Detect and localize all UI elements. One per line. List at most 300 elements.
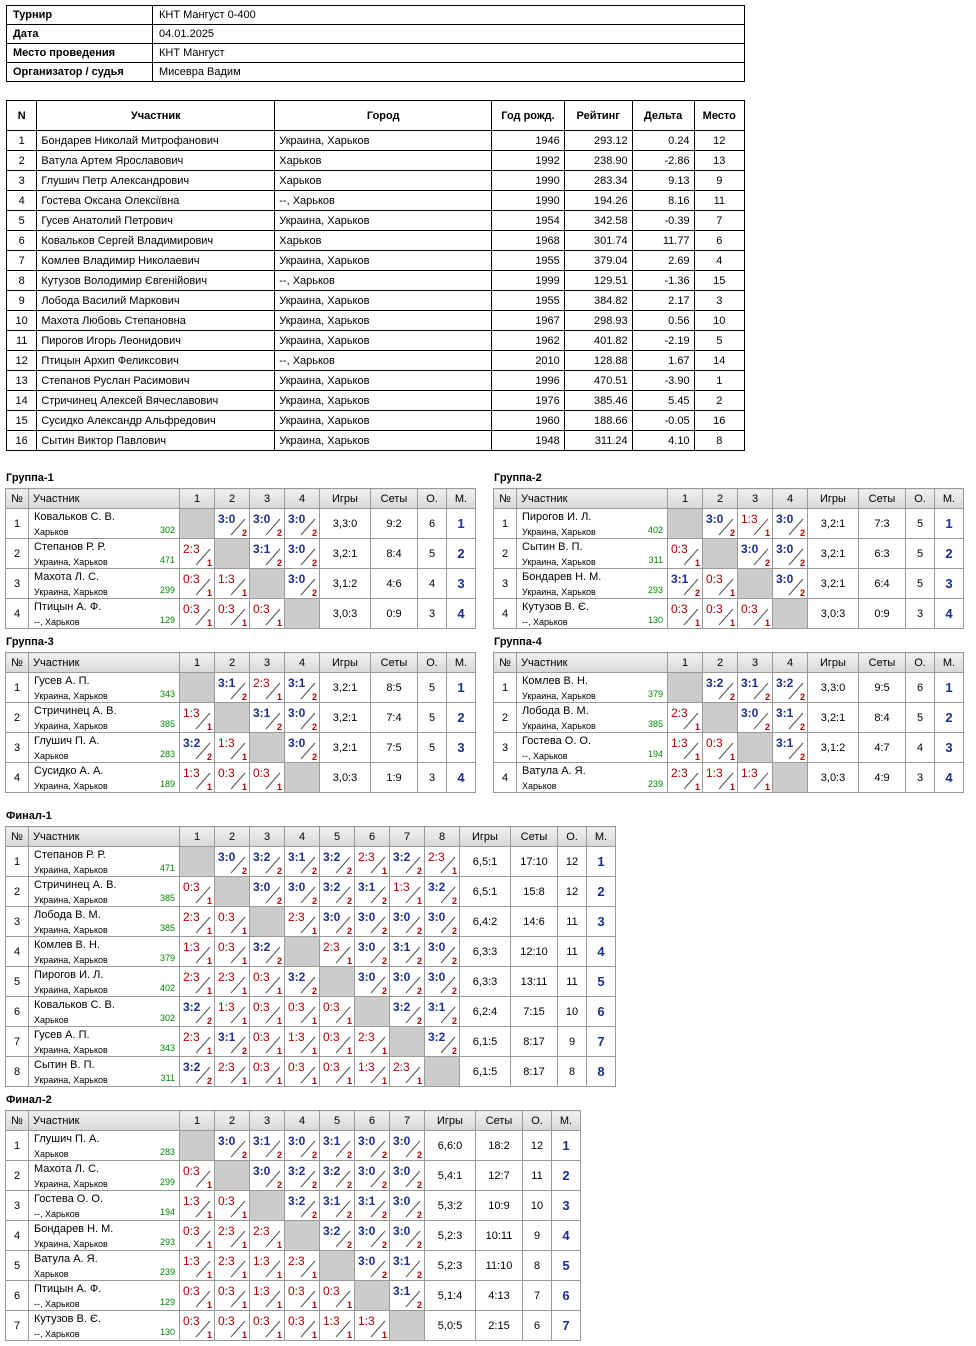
match-points: 2 [346, 1210, 352, 1220]
diagonal-cell [215, 1161, 250, 1191]
player-number: 4 [6, 1221, 29, 1251]
table-cell: Птицын Архип Феликсович [37, 351, 275, 371]
table-cell: Украина, Харьков [275, 131, 492, 151]
player-number: 2 [494, 539, 517, 569]
table-row [7, 171, 745, 191]
table-cell: 128.88 [564, 351, 632, 371]
match-points: 2 [276, 866, 282, 876]
diagonal-cell [215, 703, 250, 733]
match-score: 3:1 [671, 572, 689, 586]
match-result-cell [668, 763, 703, 793]
match-score: 0:3 [323, 1060, 340, 1074]
table-cell: Пирогов Игорь Леонидович [37, 331, 275, 351]
table-row [7, 251, 745, 271]
match-points: 2 [311, 986, 317, 996]
match-result-cell [668, 569, 703, 599]
player-number: 4 [6, 599, 29, 629]
match-points: 2 [241, 1150, 247, 1160]
slash-mark [334, 1167, 356, 1189]
player-rating: 302 [159, 1013, 175, 1023]
player-rating: 385 [647, 719, 663, 729]
table-row [494, 673, 964, 703]
column-header: Участник [29, 1111, 180, 1131]
match-score: 1:3 [741, 512, 758, 526]
match-points: 2 [241, 866, 247, 876]
column-header: Сеты [511, 827, 558, 847]
place-value: 4 [935, 763, 964, 793]
games-value: 3,2:1 [320, 703, 371, 733]
slash-mark [194, 739, 216, 761]
slash-mark [299, 545, 321, 567]
points-value: 11 [558, 907, 587, 937]
slash-mark [439, 1003, 461, 1025]
table-cell: 301.74 [564, 231, 632, 251]
match-result-cell [285, 997, 320, 1027]
diagonal-cell [320, 1251, 355, 1281]
points-value: 11 [523, 1161, 552, 1191]
match-points: 2 [206, 1016, 212, 1026]
table-cell: 1968 [492, 231, 565, 251]
points-value: 5 [906, 539, 935, 569]
table-row [6, 1191, 581, 1221]
player-rating: 129 [159, 1297, 175, 1307]
match-points: 2 [451, 926, 457, 936]
place-value: 3 [935, 569, 964, 599]
slash-mark [369, 1317, 391, 1339]
slash-mark [299, 1287, 321, 1309]
column-header: 2 [215, 827, 250, 847]
games-value: 3,2:1 [320, 733, 371, 763]
match-points: 1 [381, 866, 387, 876]
match-result-cell [180, 1221, 215, 1251]
slash-mark [299, 1033, 321, 1055]
place-value: 4 [587, 937, 616, 967]
player-cell [29, 1281, 180, 1311]
match-result-cell [320, 1311, 355, 1341]
match-score: 0:3 [288, 1060, 305, 1074]
player-cell [29, 1191, 180, 1221]
table-row [7, 271, 745, 291]
match-points: 2 [381, 1210, 387, 1220]
info-row [7, 44, 745, 63]
match-score: 3:2 [323, 850, 341, 864]
table-cell: Махота Любовь Степановна [37, 311, 275, 331]
table-row [7, 151, 745, 171]
match-result-cell [180, 907, 215, 937]
match-points: 1 [206, 1270, 212, 1280]
match-points: 1 [451, 866, 457, 876]
slash-mark [264, 1003, 286, 1025]
place-value: 1 [552, 1131, 581, 1161]
slash-mark [439, 883, 461, 905]
match-points: 2 [311, 896, 317, 906]
games-value: 3,2:1 [320, 673, 371, 703]
match-points: 2 [729, 692, 735, 702]
match-points: 2 [311, 1150, 317, 1160]
slash-mark [264, 853, 286, 875]
player-name: Гусев А. П. [34, 1029, 90, 1041]
match-score: 0:3 [183, 1224, 200, 1238]
column-header: № [6, 489, 29, 509]
player-name: Глушич П. А. [34, 1133, 100, 1145]
match-points: 2 [346, 1240, 352, 1250]
player-city: Украина, Харьков [34, 1179, 108, 1189]
slash-mark [752, 769, 774, 791]
match-score: 2:3 [288, 1254, 305, 1268]
match-points: 1 [241, 926, 247, 936]
slash-mark [194, 1033, 216, 1055]
player-cell [29, 703, 180, 733]
match-points: 2 [311, 558, 317, 568]
player-city: --, Харьков [522, 751, 568, 761]
match-points: 1 [276, 782, 282, 792]
match-result-cell [250, 997, 285, 1027]
match-points: 1 [729, 588, 735, 598]
table-cell: 4.10 [632, 431, 694, 451]
player-rating: 311 [648, 555, 663, 565]
sets-value: 8:5 [371, 673, 418, 703]
player-name: Кутузов В. Є. [522, 601, 589, 613]
player-cell [517, 733, 668, 763]
slash-mark [264, 1227, 286, 1249]
match-points: 1 [311, 1016, 317, 1026]
match-points: 2 [799, 558, 805, 568]
match-points: 1 [206, 722, 212, 732]
table-cell: 11 [7, 331, 37, 351]
table-cell: 1955 [492, 291, 565, 311]
player-city: Украина, Харьков [34, 865, 108, 875]
match-result-cell [390, 1057, 425, 1087]
player-cell [517, 509, 668, 539]
match-points: 1 [694, 558, 700, 568]
table-cell: 8.16 [632, 191, 694, 211]
games-value: 5,4:1 [425, 1161, 476, 1191]
slash-mark [717, 739, 739, 761]
match-points: 1 [416, 896, 422, 906]
match-score: 2:3 [218, 1060, 235, 1074]
player-name: Кутузов В. Є. [34, 1313, 101, 1325]
match-result-cell [285, 847, 320, 877]
slash-mark [229, 515, 251, 537]
match-result-cell [215, 1131, 250, 1161]
slash-mark [194, 545, 216, 567]
player-cell [29, 1161, 180, 1191]
match-score: 3:1 [253, 542, 271, 556]
player-cell [29, 997, 180, 1027]
match-score: 3:0 [288, 736, 306, 750]
column-header: Участник [517, 653, 668, 673]
match-result-cell [285, 539, 320, 569]
match-score: 3:0 [323, 910, 341, 924]
player-name: Ватула А. Я. [34, 1253, 98, 1265]
player-number: 3 [6, 907, 29, 937]
table-row [7, 211, 745, 231]
match-score: 3:0 [358, 1134, 376, 1148]
player-name: Стричинец А. В. [34, 705, 117, 717]
player-number: 7 [6, 1027, 29, 1057]
player-number: 3 [6, 569, 29, 599]
table-cell: 2010 [492, 351, 565, 371]
player-name: Гостева О. О. [522, 735, 592, 747]
player-number: 3 [494, 569, 517, 599]
table-cell: Кутузов Володимир Євгенійович [37, 271, 275, 291]
table-cell: 6 [7, 231, 37, 251]
slash-mark [439, 913, 461, 935]
slash-mark [369, 1227, 391, 1249]
diagonal-cell [703, 539, 738, 569]
points-value: 6 [418, 509, 447, 539]
match-points: 2 [764, 558, 770, 568]
group-table [493, 488, 964, 629]
diagonal-cell [285, 763, 320, 793]
match-points: 2 [416, 1210, 422, 1220]
slash-mark [264, 1257, 286, 1279]
match-score: 0:3 [218, 1314, 235, 1328]
column-header: О. [418, 489, 447, 509]
player-city: Украина, Харьков [34, 925, 108, 935]
match-points: 2 [276, 1150, 282, 1160]
match-result-cell [285, 569, 320, 599]
column-header: 2 [215, 653, 250, 673]
slash-mark [299, 1197, 321, 1219]
match-points: 1 [276, 1016, 282, 1026]
table-row [7, 191, 745, 211]
match-score: 2:3 [218, 1224, 235, 1238]
match-points: 2 [381, 1150, 387, 1160]
slash-mark [369, 853, 391, 875]
match-result-cell [738, 763, 773, 793]
match-score: 3:1 [741, 676, 759, 690]
player-cell [29, 733, 180, 763]
player-rating: 379 [647, 689, 663, 699]
table-row [7, 371, 745, 391]
slash-mark [752, 679, 774, 701]
match-points: 1 [764, 618, 770, 628]
table-row [6, 673, 476, 703]
info-row [7, 63, 745, 82]
slash-mark [229, 1197, 251, 1219]
sets-value: 4:6 [371, 569, 418, 599]
match-score: 0:3 [218, 766, 235, 780]
match-score: 0:3 [183, 1284, 200, 1298]
sets-value: 10:11 [476, 1221, 523, 1251]
match-points: 1 [206, 558, 212, 568]
slash-mark [194, 709, 216, 731]
match-points: 2 [799, 588, 805, 598]
match-points: 1 [276, 1270, 282, 1280]
slash-mark [264, 769, 286, 791]
player-name: Ковальков С. В. [34, 511, 115, 523]
games-value: 5,1:4 [425, 1281, 476, 1311]
match-result-cell [703, 509, 738, 539]
slash-mark [752, 605, 774, 627]
slash-mark [752, 709, 774, 731]
match-score: 1:3 [706, 766, 723, 780]
slash-mark [229, 1227, 251, 1249]
place-value: 3 [552, 1191, 581, 1221]
match-points: 1 [694, 752, 700, 762]
match-points: 2 [381, 986, 387, 996]
match-score: 2:3 [183, 970, 200, 984]
match-points: 1 [276, 1076, 282, 1086]
place-value: 2 [587, 877, 616, 907]
match-score: 3:0 [358, 940, 376, 954]
match-score: 3:1 [323, 1194, 341, 1208]
info-value: 04.01.2025 [153, 25, 745, 44]
slash-mark [682, 709, 704, 731]
match-result-cell [250, 763, 285, 793]
column-header: М. [552, 1111, 581, 1131]
match-score: 3:0 [288, 706, 306, 720]
match-points: 1 [241, 1210, 247, 1220]
table-cell: 6 [694, 231, 744, 251]
table-cell: Глушич Петр Александрович [37, 171, 275, 191]
match-score: 2:3 [218, 970, 235, 984]
match-score: 3:1 [393, 1284, 411, 1298]
player-name: Гостева О. О. [34, 1193, 104, 1205]
match-result-cell [215, 1057, 250, 1087]
match-points: 1 [276, 692, 282, 702]
match-result-cell [180, 763, 215, 793]
table-cell: Стричинец Алексей Вячеславович [37, 391, 275, 411]
match-score: 1:3 [218, 736, 235, 750]
place-value: 4 [447, 599, 476, 629]
match-points: 2 [416, 1180, 422, 1190]
table-cell: -0.39 [632, 211, 694, 231]
place-value: 4 [552, 1221, 581, 1251]
match-score: 3:2 [288, 1194, 306, 1208]
slash-mark [334, 1197, 356, 1219]
table-cell: 5.45 [632, 391, 694, 411]
table-cell: Харьков [275, 171, 492, 191]
points-value: 5 [906, 703, 935, 733]
match-score: 1:3 [183, 1254, 200, 1268]
group-title: Финал-1 [6, 810, 52, 822]
table-cell: 4 [694, 251, 744, 271]
diagonal-cell [355, 997, 390, 1027]
match-score: 1:3 [323, 1314, 340, 1328]
table-row [494, 763, 964, 793]
match-score: 2:3 [253, 676, 270, 690]
player-cell [517, 539, 668, 569]
diagonal-cell [390, 1027, 425, 1057]
match-result-cell [703, 673, 738, 703]
match-result-cell [355, 937, 390, 967]
slash-mark [229, 1317, 251, 1339]
match-result-cell [180, 733, 215, 763]
match-score: 0:3 [288, 1284, 305, 1298]
place-value: 1 [447, 509, 476, 539]
table-cell: --, Харьков [275, 351, 492, 371]
slash-mark [264, 1137, 286, 1159]
match-result-cell [320, 1191, 355, 1221]
match-result-cell [180, 1027, 215, 1057]
sets-value: 8:17 [511, 1057, 558, 1087]
table-cell: Украина, Харьков [275, 211, 492, 231]
match-result-cell [773, 539, 808, 569]
match-points: 2 [311, 722, 317, 732]
match-score: 3:2 [776, 676, 794, 690]
diagonal-cell [215, 539, 250, 569]
match-points: 2 [381, 896, 387, 906]
slash-mark [787, 545, 809, 567]
column-header: Сеты [371, 489, 418, 509]
player-number: 2 [6, 539, 29, 569]
slash-mark [787, 575, 809, 597]
participants-table [6, 100, 745, 451]
match-score: 0:3 [253, 1060, 270, 1074]
slash-mark [299, 1003, 321, 1025]
slash-mark [264, 1033, 286, 1055]
match-result-cell [250, 509, 285, 539]
games-value: 6,3:3 [460, 967, 511, 997]
match-score: 1:3 [183, 1194, 200, 1208]
match-result-cell [215, 967, 250, 997]
points-value: 7 [523, 1281, 552, 1311]
table-row [6, 1027, 616, 1057]
match-result-cell [285, 673, 320, 703]
table-cell: 8 [694, 431, 744, 451]
column-header: Год рожд. [492, 101, 565, 131]
match-result-cell [250, 703, 285, 733]
match-result-cell [355, 877, 390, 907]
slash-mark [194, 973, 216, 995]
place-value: 4 [935, 599, 964, 629]
match-score: 0:3 [323, 1030, 340, 1044]
group-title: Группа-1 [6, 472, 54, 484]
match-points: 2 [799, 752, 805, 762]
player-rating: 130 [647, 615, 663, 625]
table-cell: 401.82 [564, 331, 632, 351]
slash-mark [264, 709, 286, 731]
points-value: 5 [418, 703, 447, 733]
table-cell: -3.90 [632, 371, 694, 391]
match-points: 1 [346, 1016, 352, 1026]
points-value: 5 [418, 733, 447, 763]
match-score: 2:3 [358, 850, 375, 864]
match-points: 1 [311, 1046, 317, 1056]
sets-value: 4:9 [859, 763, 906, 793]
table-row [7, 431, 745, 451]
match-points: 2 [276, 896, 282, 906]
match-result-cell [285, 733, 320, 763]
match-score: 0:3 [323, 1000, 340, 1014]
match-points: 1 [276, 1046, 282, 1056]
match-score: 0:3 [671, 602, 688, 616]
match-score: 3:0 [706, 512, 724, 526]
games-value: 6,2:4 [460, 997, 511, 1027]
table-cell: 10 [694, 311, 744, 331]
match-result-cell [215, 1281, 250, 1311]
match-score: 0:3 [218, 1194, 235, 1208]
table-cell: 293.12 [564, 131, 632, 151]
table-row [6, 1281, 581, 1311]
table-cell: 7 [694, 211, 744, 231]
match-result-cell [320, 1027, 355, 1057]
table-cell: 283.34 [564, 171, 632, 191]
sets-value: 7:4 [371, 703, 418, 733]
match-result-cell [180, 539, 215, 569]
slash-mark [404, 1137, 426, 1159]
match-points: 2 [241, 692, 247, 702]
player-name: Степанов Р. Р. [34, 541, 106, 553]
diagonal-cell [250, 1191, 285, 1221]
match-score: 3:0 [288, 572, 306, 586]
match-result-cell [180, 1311, 215, 1341]
match-points: 2 [346, 926, 352, 936]
points-value: 4 [418, 569, 447, 599]
match-result-cell [738, 539, 773, 569]
